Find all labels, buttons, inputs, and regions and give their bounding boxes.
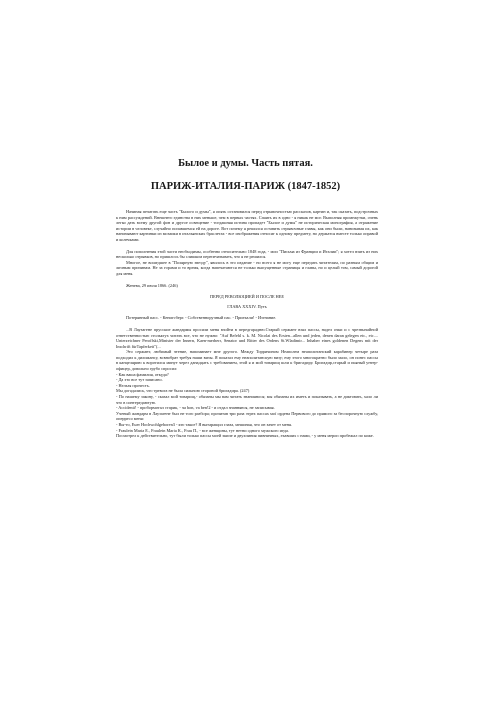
dialogue-line: - Да это все тут записано. bbox=[116, 377, 163, 383]
dialogue-line: Ученый жандарм в Лаузагене был не того разбора; прочитав три раза этрех пассах мої ордена Первового до прямого за беспорочную службу, оперресо меня: bbox=[116, 410, 378, 422]
preface-paragraph: Для пополнения этой части необходимы, особенно относительно 1848 года, - мои "Письма из Франции и Италии"; я хотел взять из них несколько отрывков, но пришлось бы слишком перепечатывать, что я не решился. bbox=[116, 248, 378, 260]
chapter-heading: ГЛАВА XXXIV. Путь bbox=[227, 303, 267, 309]
dialogue-line: Посмотрел к действительно, тут были только пассы моей экипе и двухпиния пивничных, ехавших с нами, - у меня мероп пробежал по коже. bbox=[116, 433, 374, 439]
dialogue-line: - По нашему закону, - сказал мой товарищ,- обязаны мы вам читать знаниянося; мы обязаны их иметь и показывать, а не диктовать, хало ли что в синтередаютую. bbox=[116, 394, 378, 405]
document-subtitle: ПАРИЖ-ИТАЛИЯ-ПАРИЖ (1847-1852) bbox=[150, 181, 341, 192]
preface-paragraph: Начиная печатать еще часть "Былого и думы", я опять остановился перед отрывочностью рассказов, картин и, так сказать, подстрочных к ним рассуждений. Внешнего единства в них меньше, чем в первых частях. Спаять их в одно - я никак не мог. Выполняя промежутки, очень легко дать всему другой фон и другое освещение - тогдашняя истина пропадет "Былое и думы" не историческая монография, а отражение истории в человеке, случайно попавшемся ей на дороге. Вот почему я решился оставить отрывочные главы, как они были, нанизывая их, как нанизывают картинки из мозаики в итальянских браслетах - все изображения относят к одному предмету, но держатся вместе только оправой и колечками. bbox=[116, 209, 378, 242]
chapter-paragraph: ...В Лаузагене прусские жандармы просили меня взойти в передгарадню.Старый сержант взял пассы, надел очки и с чрезвычайной ответственностью стольктух читать все, что не нужно: "Auf Befehl s. k. M. Nicolai des Ersten...allen und jeden, denen daran gelegen etc., etc.... Unterzeichner Peroffski,Minister der Innern, Kaen-merherr, Senator und Ritter des Ordens St.Wladimir... Inhaber eines goldenen Degens mit der Inschrift fürTapferkeit"(... bbox=[116, 326, 378, 349]
document-title: Былое и думы. Часть пятая. bbox=[178, 158, 313, 169]
preface-paragraph: Многое, не вошедшее в "Полярную звезду", явилось в это издание - но всего я не могу еще передать читателям, по разным общим и личным причинам. Не за горами и то время, когда напечатаются не только выпущенные страницы и главы, но и целый том, самый дорогой для меня. bbox=[116, 259, 378, 276]
dialogue-block bbox=[116, 372, 378, 439]
section-heading: ПЕРЕД РЕВОЛЮЦИЕЙ И ПОСЛЕ НЕЕ bbox=[209, 294, 285, 300]
dialogue-line: - Как ваша фамилия, откуда? bbox=[116, 371, 169, 377]
chapter-summary: Потерянный пасс. - Кенигсберг. - Собственноручный пас. - Приехали! - Изгнание. bbox=[126, 315, 277, 321]
dialogue-line: - Вы-то, Euer Hochwohlgeboren3 - кто такое? Я вытаращил глаза, мешиная, что он зачет от меня. bbox=[116, 422, 293, 427]
dialogue-line: Мы догадались, что тревога не была сильною стороной бригадира. (247) bbox=[116, 388, 250, 394]
dateline: Женева, 29 июля 1866. (246) bbox=[126, 282, 178, 288]
dialogue-line: - Нельзя прочесть. bbox=[116, 382, 150, 388]
dialogue-line: - Accidenti! - пробормотал старик, - ча bon, va ben!2 - и отдал знаннянся, не записывая. bbox=[116, 405, 275, 411]
dialogue-line: - Fraulein Maria E., Fraulein Maria K., Frau П., - все женщины, тут нетни одного мужского иеда. bbox=[116, 427, 289, 433]
document-body bbox=[116, 209, 378, 439]
chapter-paragraph: Это сержант, любимый чтение, напоминает мне другого. Между Торричином Неаполем неаполитанский карабинер четыре раза подходил к дилижансу, всвнобрат требуя наши визы. Я показал ему неаполитанскую визу; ему этого многократно было мало, он понес пассы в канцелярию к воротился минут через данадцать с требованием, этой я и мой товарищ шли к бригадиру. Бригадир,старый и пьяный унтер-офицер, довольно грубо спросил: bbox=[116, 349, 378, 372]
